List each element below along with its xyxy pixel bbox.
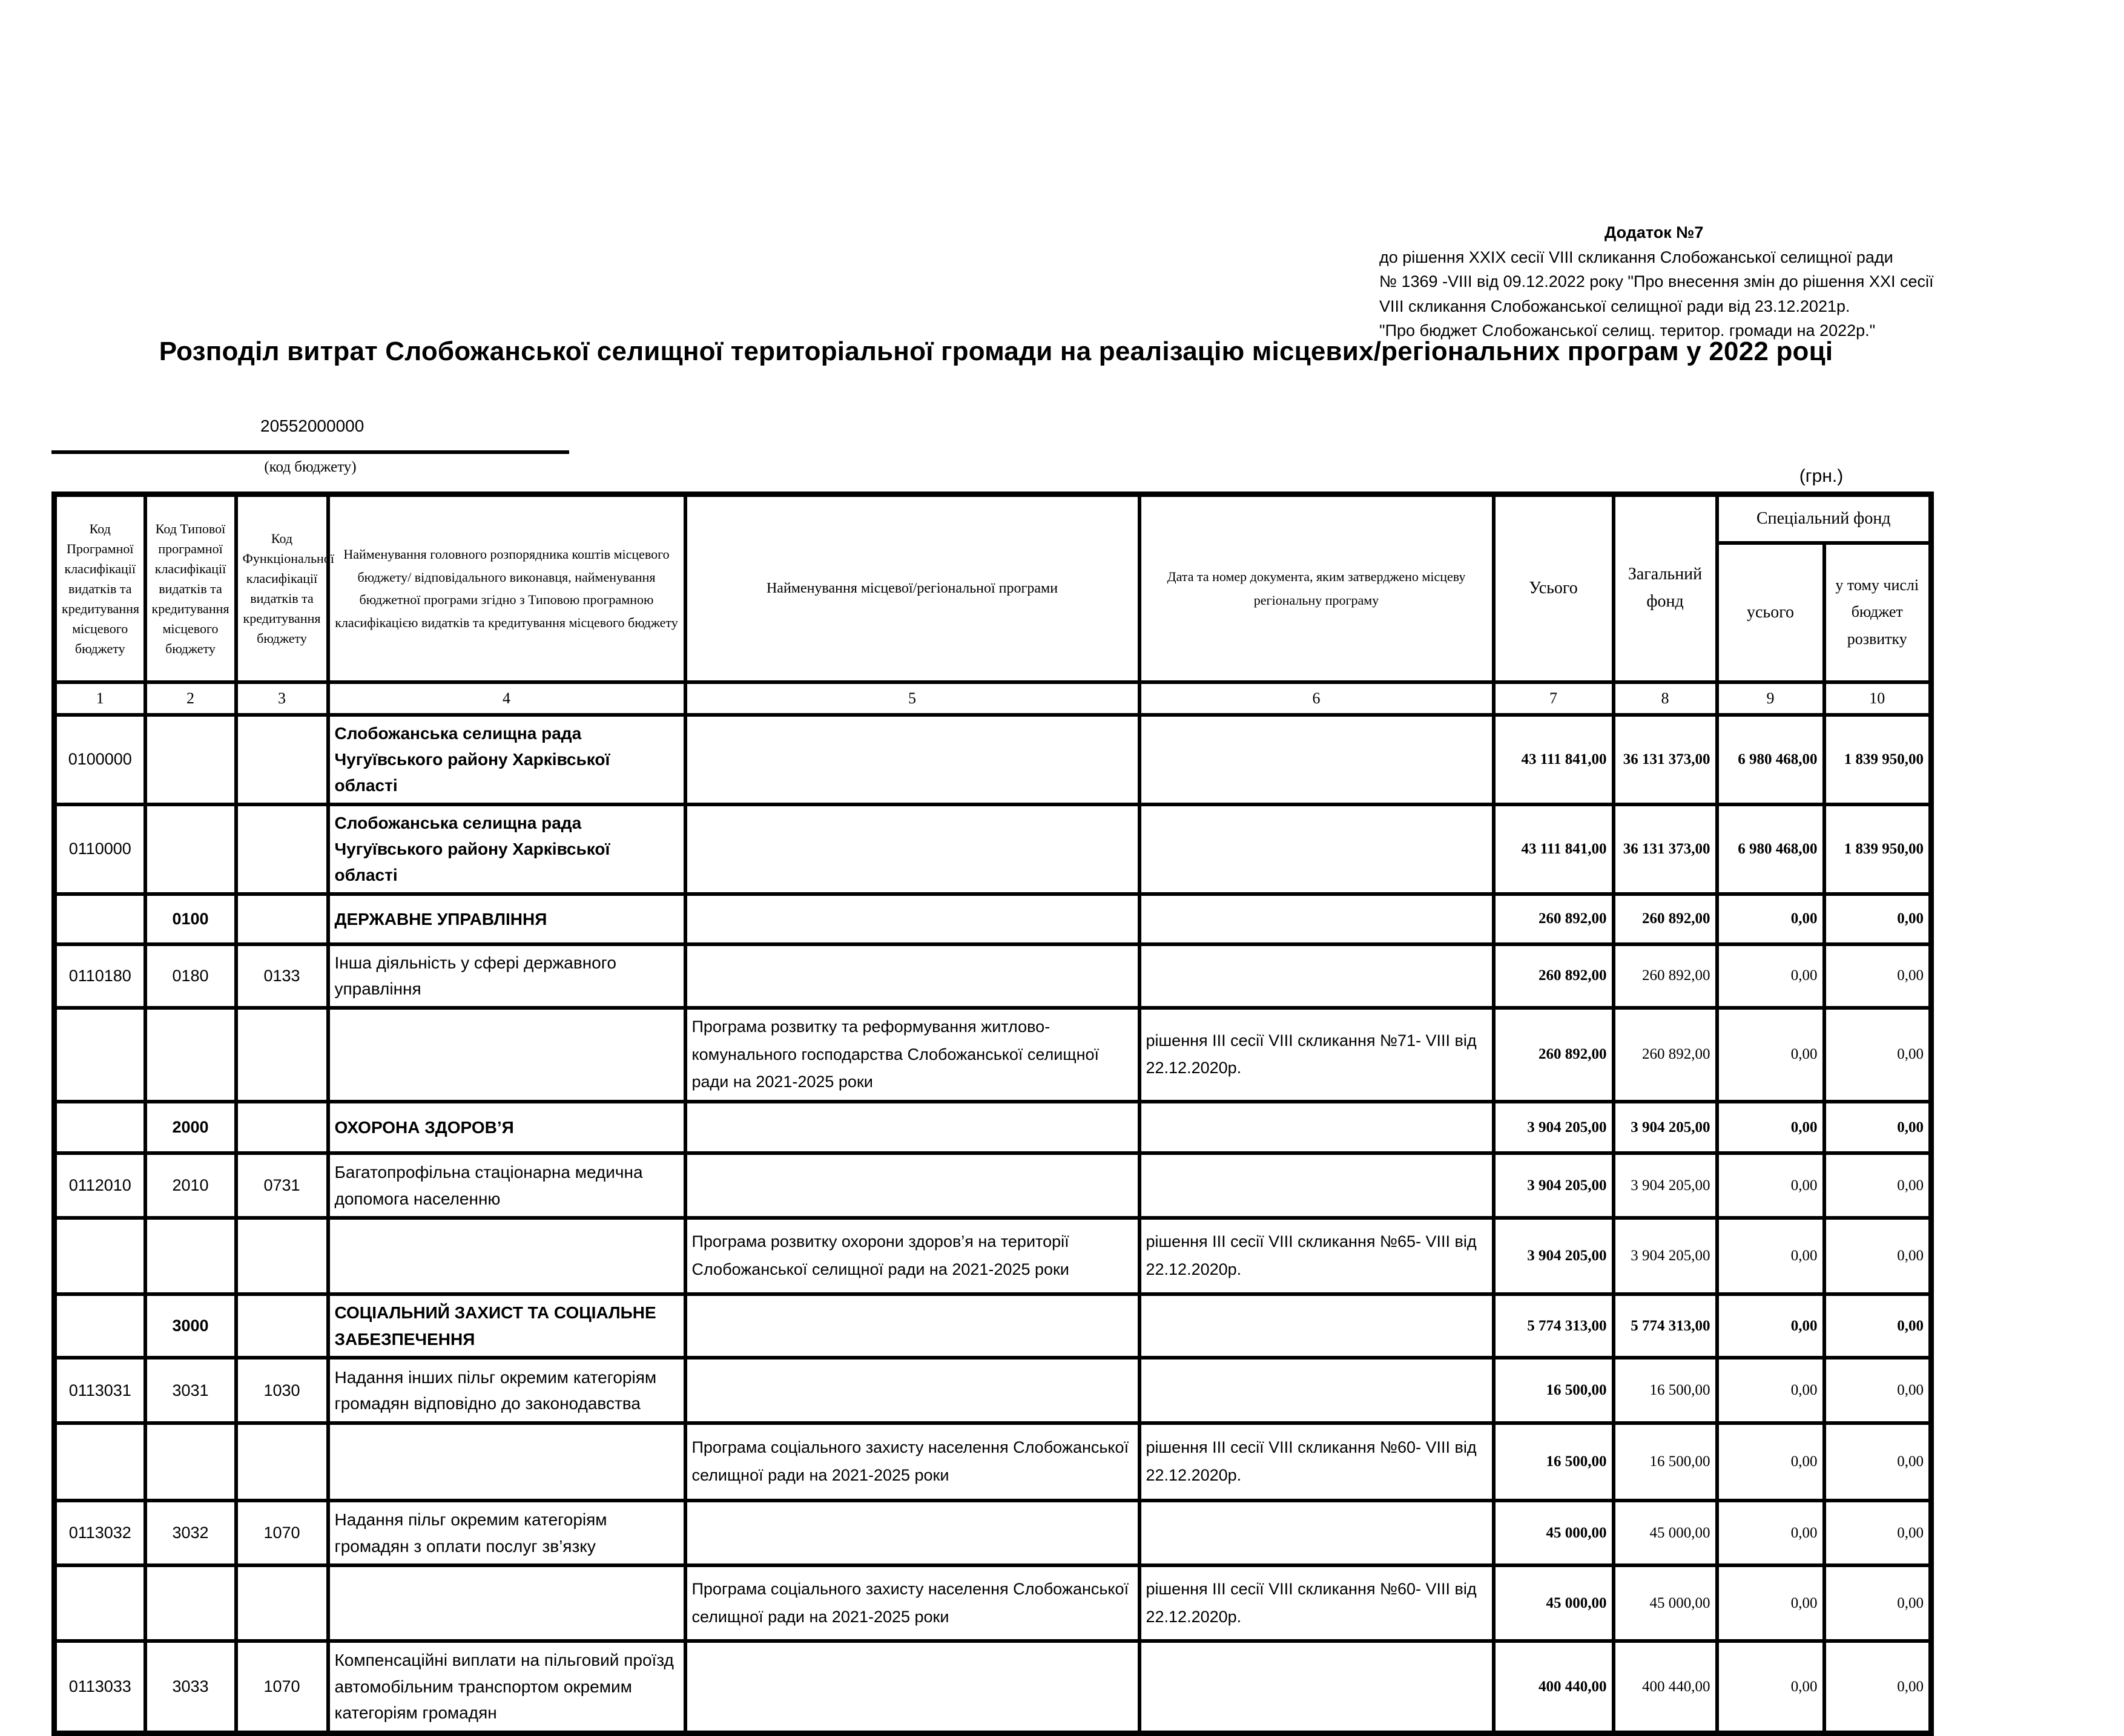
column-number: 10 [1824,682,1931,715]
cell-code-program: 0113031 [54,1358,145,1423]
cell-program [685,894,1140,944]
header-special-fund: Спеціальний фонд [1717,495,1931,543]
cell-code-typical [145,715,236,804]
column-number: 1 [54,682,145,715]
cell-total: 3 904 205,00 [1494,1153,1614,1218]
cell-name: СОЦІАЛЬНИЙ ЗАХИСТ ТА СОЦІАЛЬНЕ ЗАБЕЗПЕЧЕННЯ [328,1294,685,1358]
cell-code-functional: 0731 [236,1153,328,1218]
cell-document [1140,944,1494,1008]
cell-general-fund: 260 892,00 [1614,1008,1717,1102]
cell-code-functional: 1030 [236,1358,328,1423]
cell-code-program: 0110180 [54,944,145,1008]
table-body [54,715,1931,1734]
cell-total: 5 774 313,00 [1494,1294,1614,1358]
table-row [54,1358,1931,1423]
annex-line: "Про бюджет Слобожанської селищ. територ. громади на 2022р." [1379,321,1876,340]
cell-name: Надання пільг окремим категоріям громадян з оплати послуг зв’язку [328,1501,685,1565]
header-special-total: усього [1717,543,1824,682]
table-row [54,1565,1931,1641]
cell-code-typical: 0180 [145,944,236,1008]
cell-special-total: 0,00 [1717,1423,1824,1501]
table-row [54,1641,1931,1733]
cell-special-total: 0,00 [1717,1008,1824,1102]
header-col1: Код Програмної класифікації видатків та кредитування місцевого бюджету [54,495,145,682]
cell-special-total: 0,00 [1717,1153,1824,1218]
cell-document [1140,1501,1494,1565]
cell-special-total: 0,00 [1717,894,1824,944]
cell-code-program [54,1294,145,1358]
cell-document [1140,715,1494,804]
table-row [54,894,1931,944]
cell-special-dev: 0,00 [1824,1358,1931,1423]
cell-general-fund: 260 892,00 [1614,894,1717,944]
cell-name: Слобожанська селищна рада Чугуївського району Харківської області [328,715,685,804]
cell-program [685,715,1140,804]
cell-special-total: 6 980 468,00 [1717,804,1824,894]
cell-name [328,1218,685,1294]
cell-document [1140,1102,1494,1153]
cell-special-dev: 0,00 [1824,1153,1931,1218]
cell-general-fund: 36 131 373,00 [1614,804,1717,894]
cell-special-dev: 0,00 [1824,1218,1931,1294]
cell-name: Багатопрофільна стаціонарна медична допомога населенню [328,1153,685,1218]
cell-program: Програма розвитку та реформування житлово-комунального господарства Слобожанської селищної ради на 2021-2025 роки [685,1008,1140,1102]
header-col4: Найменування головного розпорядника коштів місцевого бюджету/ відповідального виконавця, найменування бюджетної програми згідно з Типовою програмною класифікацією видатків та кредитування місцевого бюджету [328,495,685,682]
cell-general-fund: 260 892,00 [1614,944,1717,1008]
cell-code-program [54,1565,145,1641]
cell-special-dev: 0,00 [1824,1102,1931,1153]
table-row [54,1501,1931,1565]
cell-code-functional: 1070 [236,1501,328,1565]
column-numbers-row [54,682,1931,715]
cell-document: рішення III сесії VIII скликання №60- VIII від 22.12.2020р. [1140,1423,1494,1501]
cell-general-fund: 400 440,00 [1614,1641,1717,1733]
cell-code-functional [236,1218,328,1294]
cell-total: 43 111 841,00 [1494,715,1614,804]
cell-special-total: 0,00 [1717,1641,1824,1733]
cell-special-dev: 0,00 [1824,894,1931,944]
cell-total: 16 500,00 [1494,1423,1614,1501]
cell-special-total: 0,00 [1717,1102,1824,1153]
cell-code-functional: 0133 [236,944,328,1008]
column-number: 7 [1494,682,1614,715]
cell-document: рішення III сесії VIII скликання №65- VIII від 22.12.2020р. [1140,1218,1494,1294]
cell-code-program [54,894,145,944]
cell-program [685,1102,1140,1153]
cell-code-typical: 3031 [145,1358,236,1423]
cell-total: 45 000,00 [1494,1565,1614,1641]
cell-code-typical [145,1423,236,1501]
cell-document [1140,1294,1494,1358]
annex-number: Додаток №7 [1605,223,1704,242]
cell-special-dev: 0,00 [1824,1641,1931,1733]
cell-code-functional [236,804,328,894]
cell-special-total: 0,00 [1717,1218,1824,1294]
cell-program [685,1501,1140,1565]
cell-general-fund: 5 774 313,00 [1614,1294,1717,1358]
cell-program: Програма розвитку охорони здоров’я на території Слобожанської селищної ради на 2021-2025 роки [685,1218,1140,1294]
cell-special-total: 0,00 [1717,1501,1824,1565]
cell-code-program [54,1008,145,1102]
annex-line: № 1369 -VIII від 09.12.2022 року "Про внесення змін до рішення XXI сесії [1379,272,1934,291]
header-col3: Код Функціональної класифікації видатків та кредитування бюджету [236,495,328,682]
cell-special-dev: 0,00 [1824,1294,1931,1358]
cell-special-dev: 0,00 [1824,944,1931,1008]
table-row [54,1423,1931,1501]
cell-code-program [54,1102,145,1153]
page-title: Розподіл витрат Слобожанської селищної територіальної громади на реалізацію місцевих/регіональних програм у 2022 році [159,337,1833,366]
cell-general-fund: 3 904 205,00 [1614,1102,1717,1153]
cell-general-fund: 3 904 205,00 [1614,1153,1717,1218]
header-col6: Дата та номер документа, яким затверджено місцеву регіональну програму [1140,495,1494,682]
cell-total: 260 892,00 [1494,894,1614,944]
cell-code-typical: 2000 [145,1102,236,1153]
header-special-dev: у тому числі бюджет розвитку [1824,543,1931,682]
cell-program: Програма соціального захисту населення Слобожанської селищної ради на 2021-2025 роки [685,1565,1140,1641]
cell-general-fund: 3 904 205,00 [1614,1218,1717,1294]
cell-total: 3 904 205,00 [1494,1218,1614,1294]
cell-code-program: 0110000 [54,804,145,894]
cell-name [328,1008,685,1102]
cell-special-dev: 0,00 [1824,1008,1931,1102]
cell-general-fund: 16 500,00 [1614,1423,1717,1501]
currency-note: (грн.) [1799,466,1844,486]
cell-code-functional [236,1565,328,1641]
cell-name: Слобожанська селищна рада Чугуївського району Харківської області [328,804,685,894]
cell-special-total: 0,00 [1717,1565,1824,1641]
table-row [54,715,1931,804]
cell-special-dev: 0,00 [1824,1423,1931,1501]
header-col5: Найменування місцевої/регіональної програми [685,495,1140,682]
table-row [54,804,1931,894]
header-col2: Код Типової програмної класифікації видатків та кредитування місцевого бюджету [145,495,236,682]
cell-program [685,1358,1140,1423]
cell-code-functional [236,1008,328,1102]
header-total: Усього [1494,495,1614,682]
cell-code-functional [236,1294,328,1358]
budget-code-value: 20552000000 [51,416,569,454]
cell-code-typical: 0100 [145,894,236,944]
budget-table [51,492,1934,1736]
cell-special-dev: 1 839 950,00 [1824,804,1931,894]
cell-special-dev: 0,00 [1824,1501,1931,1565]
cell-program [685,804,1140,894]
annex-header [1379,220,2094,343]
cell-code-program [54,1423,145,1501]
cell-document [1140,1358,1494,1423]
cell-general-fund: 45 000,00 [1614,1501,1717,1565]
cell-code-typical [145,1565,236,1641]
cell-name: Компенсаційні виплати на пільговий проїзд автомобільним транспортом окремим категоріям громадян [328,1641,685,1733]
cell-name: Надання інших пільг окремим категоріям громадян відповідно до законодавства [328,1358,685,1423]
cell-general-fund: 45 000,00 [1614,1565,1717,1641]
column-number: 8 [1614,682,1717,715]
cell-special-total: 6 980 468,00 [1717,715,1824,804]
column-number: 4 [328,682,685,715]
cell-document: рішення III сесії VIII скликання №60- VIII від 22.12.2020р. [1140,1565,1494,1641]
column-number: 2 [145,682,236,715]
cell-document: рішення III сесії VIII скликання №71- VIII від 22.12.2020р. [1140,1008,1494,1102]
cell-total: 45 000,00 [1494,1501,1614,1565]
cell-total: 260 892,00 [1494,1008,1614,1102]
table-row [54,944,1931,1008]
cell-program: Програма соціального захисту населення Слобожанської селищної ради на 2021-2025 роки [685,1423,1140,1501]
cell-total: 400 440,00 [1494,1641,1614,1733]
cell-code-program: 0113033 [54,1641,145,1733]
cell-code-functional [236,715,328,804]
header-general-fund: Загальний фонд [1614,495,1717,682]
cell-special-total: 0,00 [1717,1358,1824,1423]
column-number: 5 [685,682,1140,715]
cell-code-typical [145,1008,236,1102]
table-header [54,495,1931,715]
column-number: 3 [236,682,328,715]
cell-code-typical: 3032 [145,1501,236,1565]
table-row [54,1008,1931,1102]
cell-total: 3 904 205,00 [1494,1102,1614,1153]
cell-code-typical: 2010 [145,1153,236,1218]
column-number: 9 [1717,682,1824,715]
cell-code-program: 0113032 [54,1501,145,1565]
budget-code-block [51,416,569,476]
cell-name: ОХОРОНА ЗДОРОВ’Я [328,1102,685,1153]
cell-total: 43 111 841,00 [1494,804,1614,894]
cell-program [685,1294,1140,1358]
cell-name: Інша діяльність у сфері державного управління [328,944,685,1008]
cell-special-total: 0,00 [1717,1294,1824,1358]
cell-document [1140,804,1494,894]
budget-code-label: (код бюджету) [264,459,357,475]
cell-program [685,1641,1140,1733]
cell-code-functional [236,1102,328,1153]
cell-code-typical [145,804,236,894]
cell-code-functional: 1070 [236,1641,328,1733]
cell-code-program [54,1218,145,1294]
cell-code-typical: 3000 [145,1294,236,1358]
cell-code-typical: 3033 [145,1641,236,1733]
cell-code-functional [236,1423,328,1501]
cell-document [1140,894,1494,944]
cell-code-program: 0100000 [54,715,145,804]
cell-special-total: 0,00 [1717,944,1824,1008]
annex-line: VIII скликання Слобожанської селищної ради від 23.12.2021р. [1379,297,1850,315]
table-row [54,1102,1931,1153]
column-number: 6 [1140,682,1494,715]
cell-total: 260 892,00 [1494,944,1614,1008]
cell-name: ДЕРЖАВНЕ УПРАВЛІННЯ [328,894,685,944]
cell-total: 16 500,00 [1494,1358,1614,1423]
annex-line: до рішення XXIX сесії VIII скликання Слобожанської селищної ради [1379,248,1893,266]
cell-document [1140,1153,1494,1218]
cell-general-fund: 36 131 373,00 [1614,715,1717,804]
cell-code-functional [236,894,328,944]
cell-name [328,1565,685,1641]
table-row [54,1218,1931,1294]
cell-code-typical [145,1218,236,1294]
cell-code-program: 0112010 [54,1153,145,1218]
cell-name [328,1423,685,1501]
table-row [54,1153,1931,1218]
cell-document [1140,1641,1494,1733]
cell-program [685,1153,1140,1218]
cell-special-dev: 1 839 950,00 [1824,715,1931,804]
cell-program [685,944,1140,1008]
cell-general-fund: 16 500,00 [1614,1358,1717,1423]
table-row [54,1294,1931,1358]
cell-special-dev: 0,00 [1824,1565,1931,1641]
